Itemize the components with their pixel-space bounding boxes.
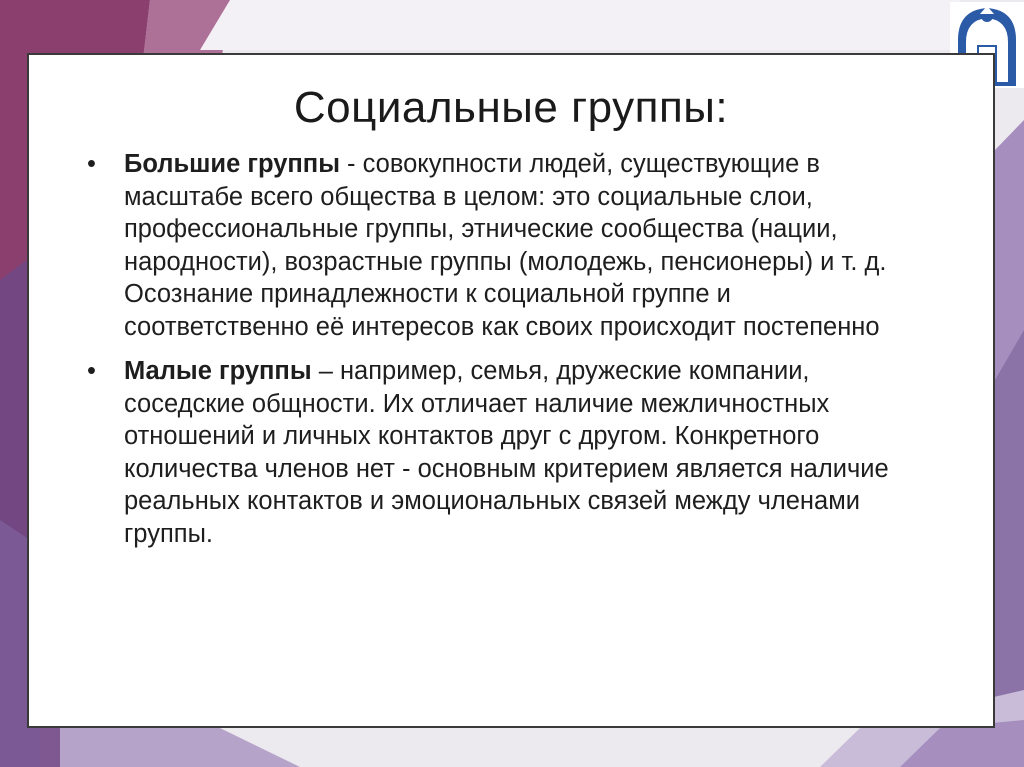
bullet-term: Малые группы xyxy=(124,357,312,385)
content-card xyxy=(27,53,995,728)
bullet-item-large-groups xyxy=(87,148,917,343)
bullet-text: – например, семья, дружеские компании, соседские общности. Их отличает наличие межличностных отношений и личных контактов друг с другом. Конкретного количества членов нет - основным критерием является наличие реальных контактов и эмоциональных связей между членами группы. xyxy=(124,357,889,548)
bullet-term: Большие группы xyxy=(124,150,340,178)
bullet-text: - совокупности людей, существующие в масштабе всего общества в целом: это социальные слои, профессиональные группы, этнические сообщества (нации, народности), возрастные группы (молодежь, пенсионеры) и т. д. Осознание принадлежности к социальной группе и соответственно её интересов как своих происходит постепенно xyxy=(124,150,887,341)
bullet-item-small-groups xyxy=(87,355,917,550)
bullet-list xyxy=(87,148,917,562)
bullet-marker: • xyxy=(87,150,96,178)
slide-title: Социальные группы: xyxy=(293,83,729,132)
bullet-marker: • xyxy=(87,357,96,385)
